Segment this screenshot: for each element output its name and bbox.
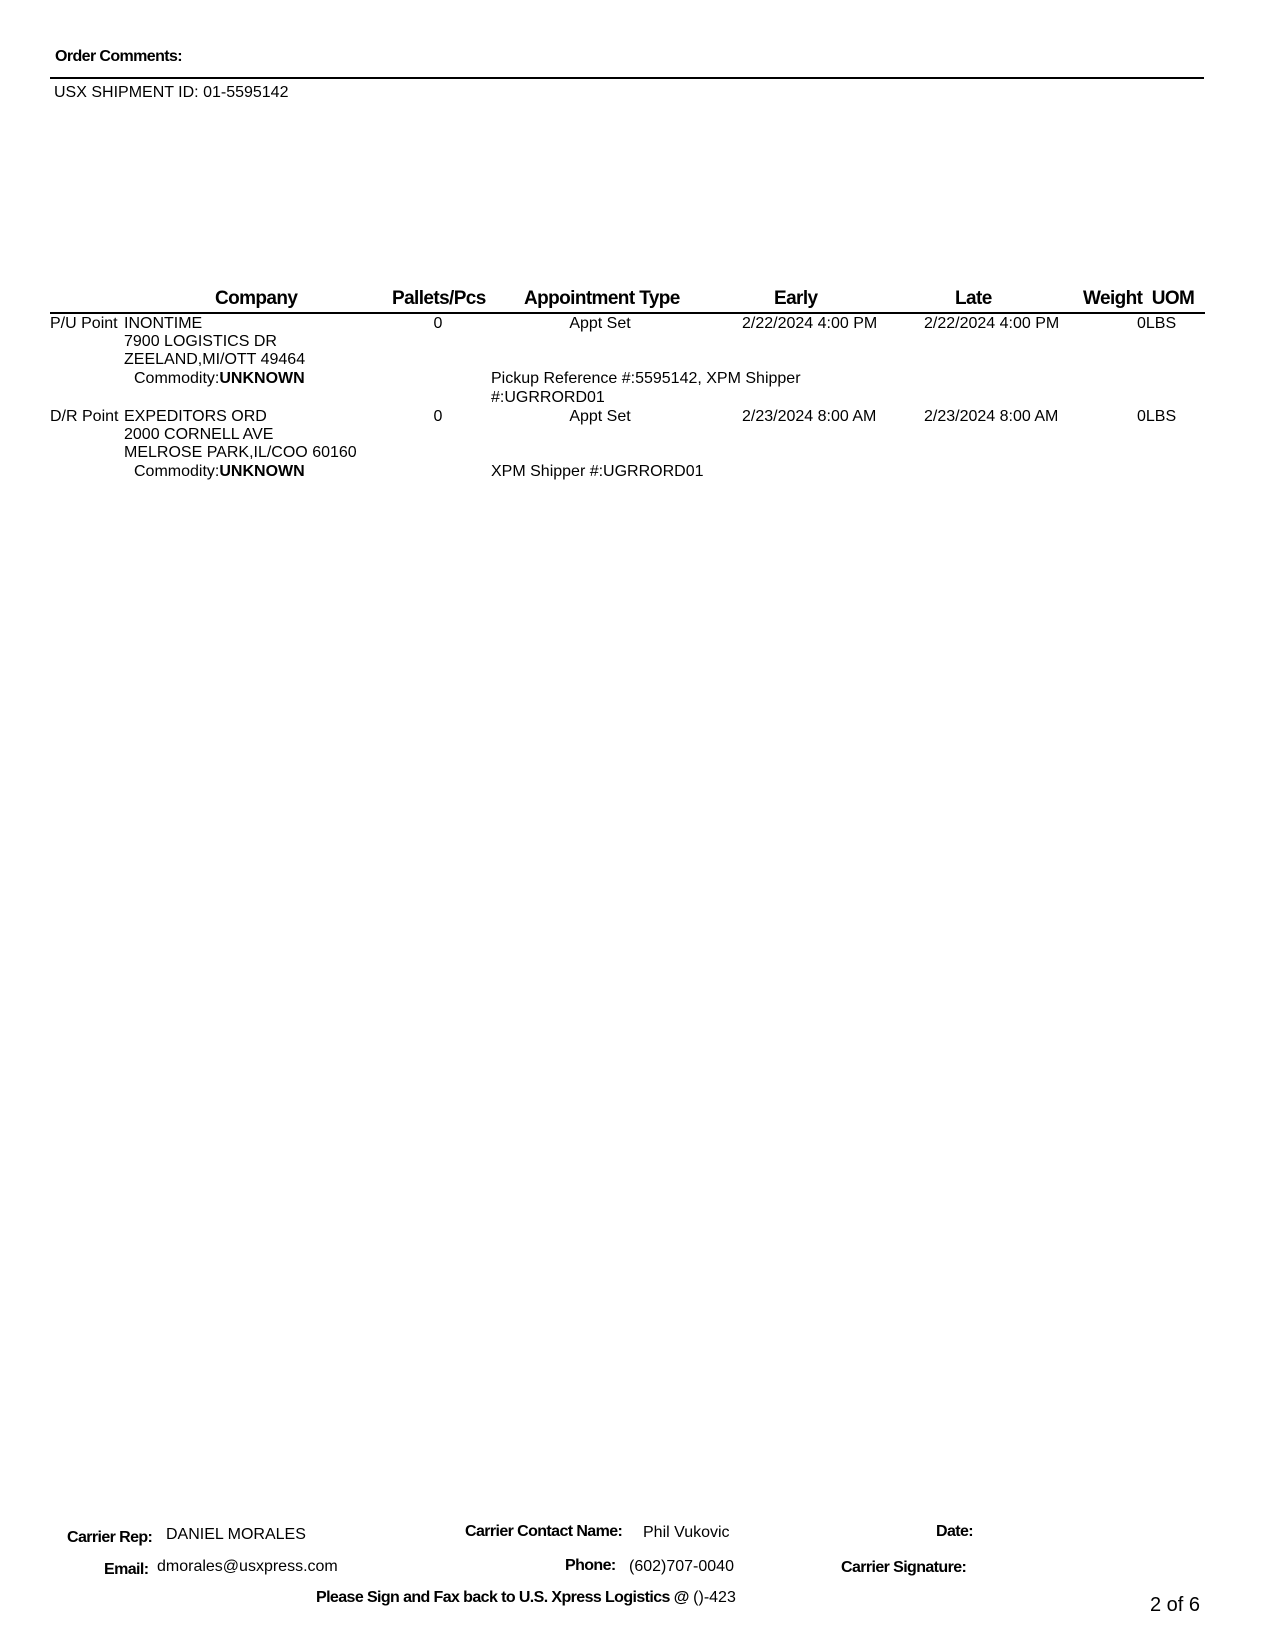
carrier-contact-value: Phil Vukovic <box>643 1524 730 1541</box>
fax-instruction <box>316 1589 736 1607</box>
stop-commodity <box>134 463 305 481</box>
email-value: dmorales@usxpress.com <box>157 1558 338 1575</box>
table-header-divider <box>50 312 1205 314</box>
carrier-rep-label: Carrier Rep: <box>67 1529 153 1546</box>
email-label: Email: <box>104 1561 149 1578</box>
stop-weight-uom: 0LBS <box>1137 408 1177 425</box>
stop-address-line1: 7900 LOGISTICS DR <box>124 333 277 350</box>
order-comments-label: Order Comments: <box>55 48 183 65</box>
carrier-rep-value: DANIEL MORALES <box>166 1526 306 1543</box>
commodity-value: UNKNOWN <box>219 463 305 480</box>
stop-reference-line1: XPM Shipper #:UGRRORD01 <box>491 463 704 480</box>
commodity-label: Commodity: <box>134 463 220 480</box>
stop-point-label: D/R Point <box>50 408 119 425</box>
header-early: Early <box>774 288 818 309</box>
phone-label: Phone: <box>565 1557 616 1574</box>
phone-value: (602)707-0040 <box>629 1558 734 1575</box>
stop-appt-type: Appt Set <box>569 315 631 332</box>
stop-pallets: 0 <box>433 408 443 425</box>
stop-commodity <box>134 370 305 388</box>
stop-address-line2: ZEELAND,MI/OTT 49464 <box>124 351 306 368</box>
header-late: Late <box>955 288 992 309</box>
stop-late: 2/23/2024 8:00 AM <box>924 408 1059 425</box>
header-company: Company <box>215 288 298 309</box>
stop-late: 2/22/2024 4:00 PM <box>924 315 1060 332</box>
header-appointment-type: Appointment Type <box>524 288 680 309</box>
stop-point-label: P/U Point <box>50 315 118 332</box>
order-comments-divider <box>50 77 1204 79</box>
stop-weight-uom: 0LBS <box>1137 315 1177 332</box>
page-number: 2 of 6 <box>1150 1594 1201 1616</box>
commodity-value: UNKNOWN <box>219 370 305 387</box>
stop-reference-line1: Pickup Reference #:5595142, XPM Shipper <box>491 370 801 387</box>
stop-pallets: 0 <box>433 315 443 332</box>
stop-reference-line2: #:UGRRORD01 <box>491 389 605 406</box>
stop-company: EXPEDITORS ORD <box>124 408 267 425</box>
carrier-signature-label: Carrier Signature: <box>841 1559 967 1576</box>
commodity-label: Commodity: <box>134 370 220 387</box>
fax-note: Please Sign and Fax back to U.S. Xpress Logistics @ <box>316 1589 689 1606</box>
date-label: Date: <box>936 1523 974 1540</box>
fax-number: ()-423 <box>693 1589 736 1606</box>
stop-early: 2/23/2024 8:00 AM <box>742 408 877 425</box>
header-weight-uom: Weight UOM <box>1083 288 1195 309</box>
header-pallets: Pallets/Pcs <box>392 288 486 309</box>
stop-address-line1: 2000 CORNELL AVE <box>124 426 274 443</box>
stop-early: 2/22/2024 4:00 PM <box>742 315 878 332</box>
stop-company: INONTIME <box>124 315 203 332</box>
stop-appt-type: Appt Set <box>569 408 631 425</box>
stop-address-line2: MELROSE PARK,IL/COO 60160 <box>124 444 357 461</box>
order-comments-text: USX SHIPMENT ID: 01-5595142 <box>54 84 289 101</box>
carrier-contact-label: Carrier Contact Name: <box>465 1523 623 1540</box>
